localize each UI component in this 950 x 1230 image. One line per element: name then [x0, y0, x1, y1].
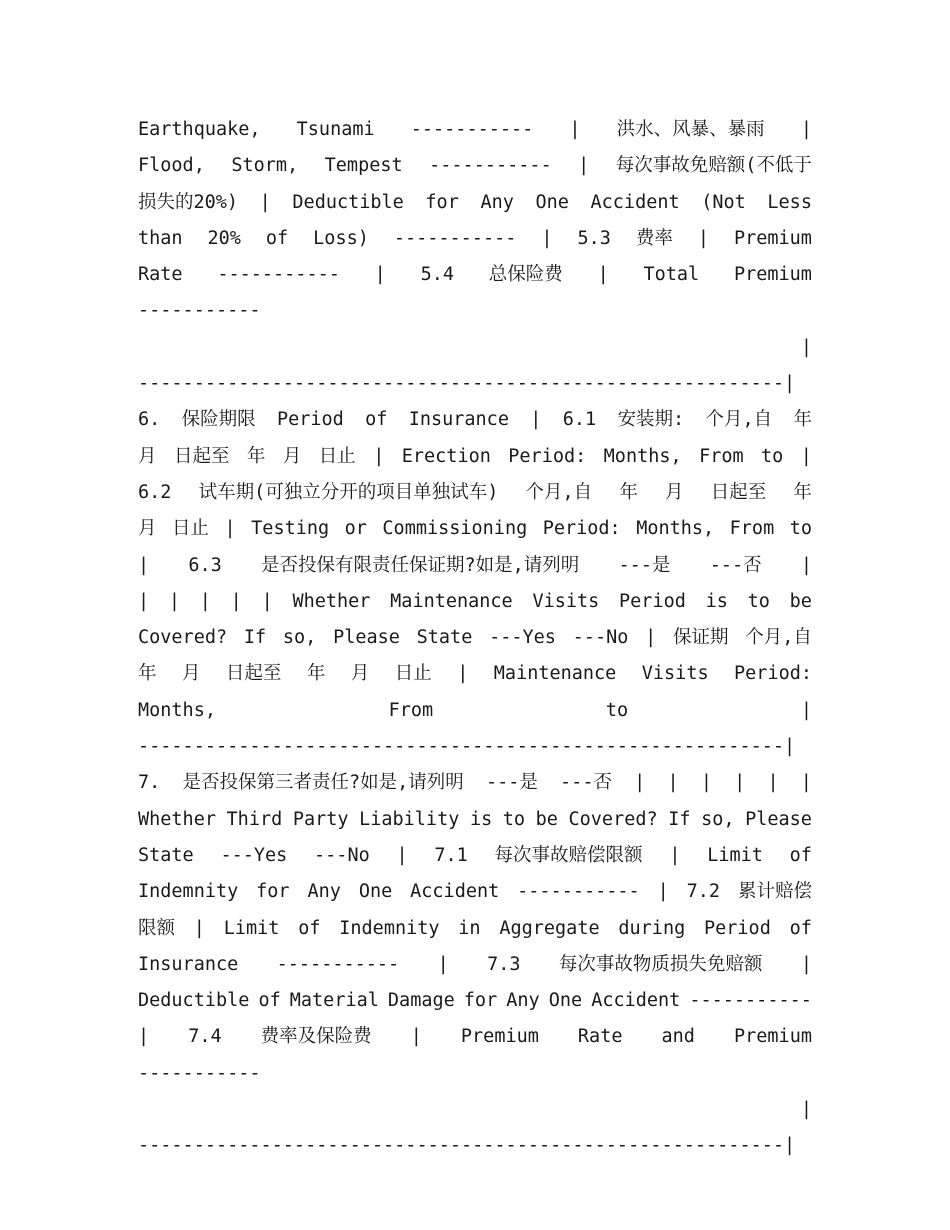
text-segment: during [618, 917, 686, 939]
text-segment: Period [619, 590, 686, 612]
text-segment: Premium [460, 1026, 539, 1048]
text-segment: ----------- [276, 953, 400, 975]
text-segment: Premium [734, 1026, 812, 1048]
text-segment: Storm, [231, 155, 299, 177]
text-segment: 安装期: [617, 409, 685, 431]
text-segment: 费率 [635, 227, 673, 249]
text-segment: ---是 [618, 554, 671, 576]
text-segment: 年 [246, 445, 266, 467]
text-segment: 总保险费 [488, 264, 563, 286]
text-segment: Commissioning [382, 518, 528, 540]
text-segment: From [388, 699, 434, 721]
text-segment: 年 [793, 409, 812, 431]
text-segment: ----------- [429, 155, 552, 177]
text-segment: Material [289, 990, 379, 1012]
text-segment: 日起至 [173, 445, 230, 467]
text-segment: 是否投保第三者责任?如是,请列明 [182, 772, 464, 794]
text-line: ----------- [138, 300, 261, 322]
text-segment: Loss) [313, 227, 369, 249]
text-segment: Deductible [292, 191, 404, 213]
text-segment: Premium [733, 227, 812, 249]
text-segment: so, [282, 627, 317, 649]
text-segment: Whether [138, 808, 216, 830]
text-segment: 每次事故赔偿限额 [494, 844, 643, 866]
section-divider: ----------------------------------------------------------| [138, 1135, 796, 1157]
text-segment: 6.2 [138, 481, 172, 503]
text-line [138, 802, 812, 838]
text-segment: Whether [292, 590, 371, 612]
text-segment: One [358, 881, 393, 903]
text-segment: Damage [387, 990, 455, 1012]
text-line [138, 874, 812, 910]
text-segment: Testing [251, 518, 330, 540]
text-segment: Insurance [138, 953, 239, 975]
text-line [138, 511, 812, 547]
text-segment: Rate [577, 1026, 623, 1048]
text-segment: Any [506, 990, 540, 1012]
text-segment: | [199, 590, 211, 612]
section-divider: ----------------------------------------------------------| [138, 736, 796, 758]
text-segment: 个月,自 [705, 409, 773, 431]
text-segment: 6.1 [562, 409, 597, 431]
text-segment: Limit [223, 917, 280, 939]
text-segment: ----------- [689, 990, 812, 1012]
text-segment: to [761, 445, 784, 467]
text-segment: 月 [350, 663, 370, 685]
text-segment: 日起至 [710, 481, 767, 503]
text-segment: Earthquake, [138, 119, 261, 140]
text-segment: 日起至 [225, 663, 282, 685]
text-segment: Maintenance [493, 663, 617, 685]
text-segment: | [373, 445, 385, 467]
text-segment: ----------- [410, 119, 534, 140]
text-segment: 年 [138, 663, 157, 685]
text-segment: be [789, 590, 812, 612]
text-segment: Visits [532, 590, 600, 612]
text-segment: Covered? [138, 627, 228, 649]
text-segment: | [261, 590, 273, 612]
text-segment: 是否投保有限责任保证期?如是,请列明 [261, 554, 580, 576]
text-segment: Liability [359, 808, 460, 830]
text-line [138, 439, 812, 475]
text-segment: 月 [138, 518, 157, 540]
document-page [138, 112, 812, 1165]
text-segment: | [410, 1026, 422, 1048]
text-segment: ----------- [393, 227, 517, 249]
text-segment: 洪水、风暴、暴雨 [616, 119, 765, 140]
text-segment: 7.2 [686, 881, 721, 903]
text-segment: Any [480, 191, 514, 213]
text-segment: 日止 [172, 518, 210, 540]
text-segment: | [669, 844, 681, 866]
text-segment: Covered? [568, 808, 658, 830]
text-segment: or [344, 518, 367, 540]
text-segment: | [700, 772, 712, 794]
text-segment: | [437, 953, 449, 975]
text-segment: of [265, 227, 289, 249]
text-segment: | [138, 1026, 150, 1048]
text-segment: | [767, 772, 779, 794]
text-segment: | [634, 772, 646, 794]
text-segment: ---Yes [220, 844, 288, 866]
text-segment: | [578, 155, 590, 177]
text-segment: Tsunami [296, 119, 375, 140]
text-segment: Accident [410, 881, 500, 903]
text-segment: If [243, 627, 267, 649]
text-segment: (Not [701, 191, 746, 213]
text-segment: Please [333, 627, 400, 649]
text-line [138, 475, 812, 511]
text-segment: 6. [138, 409, 161, 431]
text-segment: ---No [314, 844, 370, 866]
text-segment: Any [307, 881, 341, 903]
text-line [138, 911, 812, 947]
text-segment: Period: [542, 518, 621, 540]
text-segment: From [699, 445, 744, 467]
text-segment: Period [276, 409, 344, 431]
text-segment: 年 [793, 481, 812, 503]
text-segment: 7.4 [188, 1026, 222, 1048]
text-segment: | [259, 191, 271, 213]
text-line [138, 656, 812, 692]
text-segment: | [230, 590, 242, 612]
text-line [138, 148, 812, 184]
text-segment: Months, [636, 518, 715, 540]
text-segment: of [789, 844, 812, 866]
text-segment: | [457, 663, 469, 685]
text-segment: Less [767, 191, 812, 213]
text-line [138, 257, 812, 293]
text-segment: is [705, 590, 728, 612]
text-segment: 个月,自 [745, 627, 812, 649]
text-segment: Period: [734, 663, 812, 685]
text-segment: ---是 [485, 772, 538, 794]
text-segment: | [597, 264, 609, 286]
text-segment: Deductible [138, 990, 250, 1012]
text-segment: 日止 [318, 445, 356, 467]
text-segment: Tempest [324, 155, 403, 177]
text-segment: for [463, 990, 498, 1012]
text-segment: 损失的20%) [138, 191, 239, 213]
text-line: | [800, 336, 812, 358]
text-segment: | [697, 227, 709, 249]
text-segment: Rate [138, 264, 183, 286]
text-segment: 月 [138, 445, 157, 467]
text-segment: Accident [590, 191, 680, 213]
text-segment: ---Yes [489, 627, 556, 649]
text-segment: | [541, 227, 553, 249]
text-segment: 7.3 [487, 953, 521, 975]
text-segment: Accident [591, 990, 681, 1012]
text-segment: | [800, 953, 812, 975]
text-segment: | [138, 590, 150, 612]
text-segment: 个月,自 [525, 481, 593, 503]
text-segment: Erection [401, 445, 491, 467]
text-line [138, 1019, 812, 1055]
text-segment: | [800, 445, 812, 467]
text-line [138, 112, 812, 148]
text-segment: 累计赔偿 [737, 881, 812, 903]
text-segment: | [800, 119, 812, 140]
text-segment: 20% [207, 227, 241, 249]
text-segment: Indemnity [138, 881, 239, 903]
text-segment: 限额 [138, 917, 176, 939]
text-line: ----------- [138, 1062, 261, 1084]
text-line [138, 947, 812, 983]
text-segment: | [138, 554, 150, 576]
text-segment: 月 [181, 663, 201, 685]
text-segment: Limit [707, 844, 763, 866]
text-segment: of [298, 917, 321, 939]
text-segment: | [396, 844, 408, 866]
text-segment: Total [643, 264, 700, 286]
text-segment: ---否 [709, 554, 762, 576]
text-segment: Flood, [138, 155, 205, 177]
text-segment: | [800, 772, 812, 794]
text-segment: Visits [641, 663, 709, 685]
text-segment: to [605, 699, 629, 721]
text-segment: | [530, 409, 542, 431]
text-segment: | [645, 627, 657, 649]
text-segment: 费率及保险费 [260, 1026, 372, 1048]
text-segment: 月 [282, 445, 302, 467]
text-segment: Party [292, 808, 349, 830]
text-segment: 保险期限 [181, 409, 256, 431]
text-segment: | [667, 772, 679, 794]
text-line [138, 185, 812, 221]
text-segment: of [365, 409, 388, 431]
text-segment: 每次事故免赔额(不低于 [615, 155, 812, 177]
text-segment: Period: [508, 445, 587, 467]
text-segment: Months, [603, 445, 682, 467]
text-segment: 7. [138, 772, 161, 794]
text-line [138, 221, 812, 257]
text-line [138, 584, 812, 620]
text-segment: | [374, 264, 386, 286]
text-segment: Maintenance [390, 590, 513, 612]
text-segment: ---No [572, 627, 629, 649]
text-line: | [800, 1099, 812, 1121]
text-segment: | [800, 554, 812, 576]
text-segment: 月 [665, 481, 684, 503]
text-segment: for [256, 881, 290, 903]
text-segment: of [789, 917, 812, 939]
text-segment: If [668, 808, 691, 830]
text-segment: be [535, 808, 558, 830]
text-segment: Insurance [408, 409, 509, 431]
text-segment: | [569, 119, 581, 140]
text-segment: 每次事故物质损失免赔额 [558, 953, 763, 975]
text-segment: | [193, 917, 205, 939]
text-segment: Months, [138, 699, 216, 721]
text-segment: 5.3 [577, 227, 611, 249]
text-segment: and [661, 1026, 695, 1048]
text-segment: | [657, 881, 669, 903]
text-segment: | [734, 772, 746, 794]
text-segment: From [729, 518, 775, 540]
text-segment: so, [701, 808, 735, 830]
text-segment: ---否 [560, 772, 612, 794]
text-segment: One [535, 191, 569, 213]
text-segment: One [548, 990, 583, 1012]
text-segment: to [747, 590, 770, 612]
text-segment: Indemnity [339, 917, 440, 939]
text-line [138, 693, 812, 729]
section-divider: ----------------------------------------------------------| [138, 373, 796, 395]
text-segment: 年 [619, 481, 638, 503]
text-segment: 试车期(可独立分开的项目单独试车) [198, 481, 499, 503]
text-segment: in [458, 917, 481, 939]
text-line [138, 548, 812, 584]
text-segment: ----------- [217, 264, 340, 286]
text-segment: Premium [733, 264, 812, 286]
text-segment: for [425, 191, 459, 213]
text-segment: to [502, 808, 526, 830]
text-line [138, 402, 812, 438]
text-segment: 保证期 [673, 627, 729, 649]
text-segment: State [138, 844, 194, 866]
text-segment: | [224, 518, 236, 540]
text-segment: Third [226, 808, 283, 830]
text-segment: 5.4 [420, 264, 454, 286]
text-segment: Aggregate [499, 917, 600, 939]
text-segment: | [168, 590, 181, 612]
text-segment: 6.3 [188, 554, 222, 576]
text-segment: ----------- [517, 881, 640, 903]
text-segment: 年 [306, 663, 326, 685]
text-segment: is [469, 808, 493, 830]
text-segment: to [789, 518, 812, 540]
text-line [138, 620, 812, 656]
text-segment: State [416, 627, 473, 649]
text-line [138, 838, 812, 874]
text-segment: 日止 [394, 663, 432, 685]
text-segment: | [800, 699, 812, 721]
text-segment: 7.1 [434, 844, 468, 866]
text-segment: Period [704, 917, 771, 939]
text-line [138, 765, 812, 801]
text-line [138, 983, 812, 1019]
text-segment: than [138, 227, 183, 249]
text-segment: of [258, 990, 281, 1012]
text-segment: Please [745, 808, 812, 830]
